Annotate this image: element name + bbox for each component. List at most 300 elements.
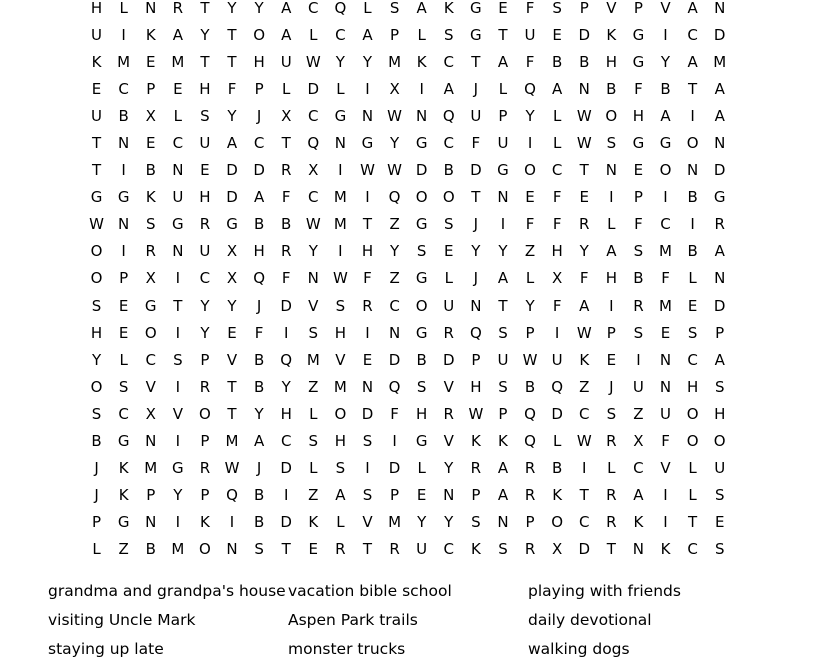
grid-cell[interactable]: L bbox=[688, 459, 697, 478]
grid-cell[interactable]: I bbox=[175, 323, 181, 342]
grid-cell[interactable]: U bbox=[660, 404, 671, 423]
grid-cell[interactable]: F bbox=[254, 323, 264, 342]
grid-cell[interactable]: T bbox=[471, 188, 481, 207]
grid-cell[interactable]: C bbox=[145, 350, 156, 369]
grid-cell[interactable]: R bbox=[199, 377, 211, 396]
grid-cell[interactable]: Y bbox=[389, 134, 400, 153]
grid-cell[interactable]: Y bbox=[227, 296, 237, 315]
grid-cell[interactable]: X bbox=[145, 106, 156, 125]
grid-cell[interactable]: B bbox=[145, 161, 156, 180]
grid-cell[interactable]: J bbox=[473, 215, 479, 234]
grid-cell[interactable]: Y bbox=[200, 323, 210, 342]
grid-cell[interactable]: T bbox=[227, 404, 237, 423]
grid-cell[interactable]: E bbox=[227, 323, 237, 342]
grid-cell[interactable]: P bbox=[390, 25, 400, 44]
grid-cell[interactable]: Q bbox=[524, 79, 536, 98]
grid-cell[interactable]: Q bbox=[551, 377, 564, 396]
grid-cell[interactable]: R bbox=[389, 540, 400, 559]
grid-cell[interactable]: M bbox=[171, 540, 185, 559]
grid-cell[interactable]: X bbox=[226, 242, 238, 261]
grid-cell[interactable]: F bbox=[661, 269, 670, 288]
grid-cell[interactable]: Y bbox=[200, 296, 210, 315]
grid-cell[interactable]: A bbox=[497, 269, 509, 288]
grid-cell[interactable]: N bbox=[714, 269, 726, 288]
grid-cell[interactable]: Y bbox=[254, 404, 264, 423]
grid-cell[interactable]: S bbox=[714, 377, 725, 396]
grid-cell[interactable]: O bbox=[659, 161, 672, 180]
grid-cell[interactable]: I bbox=[554, 323, 560, 342]
grid-cell[interactable]: Y bbox=[660, 52, 671, 71]
grid-cell[interactable]: H bbox=[632, 106, 645, 125]
grid-cell[interactable]: X bbox=[145, 404, 156, 423]
grid-cell[interactable]: F bbox=[471, 134, 481, 153]
grid-cell[interactable]: V bbox=[660, 0, 671, 17]
grid-cell[interactable]: Y bbox=[498, 242, 508, 261]
grid-cell[interactable]: R bbox=[199, 215, 211, 234]
grid-cell[interactable]: I bbox=[663, 188, 668, 207]
grid-cell[interactable]: D bbox=[470, 161, 482, 180]
grid-cell[interactable]: V bbox=[335, 350, 346, 369]
grid-cell[interactable]: K bbox=[200, 513, 210, 532]
grid-cell[interactable]: C bbox=[308, 0, 319, 17]
grid-cell[interactable]: S bbox=[633, 242, 644, 261]
grid-cell[interactable]: T bbox=[173, 296, 183, 315]
grid-cell[interactable]: L bbox=[417, 459, 426, 478]
grid-cell[interactable]: T bbox=[281, 134, 291, 153]
grid-cell[interactable]: Q bbox=[388, 188, 401, 207]
grid-cell[interactable]: H bbox=[686, 377, 699, 396]
grid-cell[interactable]: Y bbox=[227, 0, 237, 17]
grid-cell[interactable]: E bbox=[145, 52, 156, 71]
grid-cell[interactable]: O bbox=[144, 323, 157, 342]
grid-cell[interactable]: A bbox=[416, 0, 427, 17]
grid-cell[interactable]: L bbox=[688, 486, 697, 505]
grid-cell[interactable]: Z bbox=[389, 215, 400, 234]
grid-cell[interactable]: H bbox=[605, 52, 617, 71]
grid-cell[interactable]: S bbox=[416, 377, 427, 396]
grid-cell[interactable]: R bbox=[524, 486, 536, 505]
grid-cell[interactable]: A bbox=[714, 242, 725, 261]
grid-cell[interactable]: T bbox=[200, 0, 210, 17]
grid-cell[interactable]: D bbox=[388, 459, 401, 478]
grid-cell[interactable]: C bbox=[335, 25, 346, 44]
grid-cell[interactable]: V bbox=[362, 513, 373, 532]
grid-cell[interactable]: R bbox=[280, 161, 292, 180]
grid-cell[interactable]: N bbox=[632, 540, 645, 559]
grid-cell[interactable]: F bbox=[634, 79, 643, 98]
grid-cell[interactable]: F bbox=[525, 0, 535, 17]
grid-cell[interactable]: U bbox=[497, 134, 509, 153]
grid-cell[interactable]: S bbox=[633, 323, 644, 342]
grid-cell[interactable]: U bbox=[172, 188, 184, 207]
grid-cell[interactable]: Y bbox=[444, 459, 454, 478]
grid-cell[interactable]: K bbox=[91, 52, 102, 71]
grid-cell[interactable]: Y bbox=[362, 52, 373, 71]
grid-cell[interactable]: M bbox=[306, 350, 320, 369]
grid-cell[interactable]: S bbox=[714, 540, 725, 559]
grid-cell[interactable]: B bbox=[551, 459, 563, 478]
grid-cell[interactable]: V bbox=[443, 432, 454, 451]
grid-cell[interactable]: H bbox=[361, 242, 374, 261]
grid-cell[interactable]: O bbox=[605, 106, 618, 125]
grid-cell[interactable]: C bbox=[687, 350, 698, 369]
grid-cell[interactable]: D bbox=[578, 540, 591, 559]
grid-cell[interactable]: G bbox=[497, 161, 509, 180]
grid-cell[interactable]: U bbox=[443, 296, 455, 315]
grid-cell[interactable]: F bbox=[579, 269, 589, 288]
grid-cell[interactable]: M bbox=[713, 52, 727, 71]
grid-cell[interactable]: X bbox=[552, 269, 563, 288]
grid-cell[interactable]: T bbox=[579, 161, 589, 180]
grid-cell[interactable]: W bbox=[332, 269, 348, 288]
grid-cell[interactable]: M bbox=[333, 215, 347, 234]
grid-cell[interactable]: H bbox=[334, 432, 347, 451]
grid-cell[interactable]: Q bbox=[280, 350, 293, 369]
grid-cell[interactable]: Q bbox=[469, 323, 482, 342]
grid-cell[interactable]: U bbox=[714, 459, 726, 478]
grid-cell[interactable]: D bbox=[713, 296, 726, 315]
grid-cell[interactable]: F bbox=[525, 215, 535, 234]
grid-cell[interactable]: Q bbox=[388, 377, 401, 396]
grid-cell[interactable]: B bbox=[118, 106, 129, 125]
grid-cell[interactable]: Q bbox=[307, 134, 320, 153]
grid-cell[interactable]: H bbox=[714, 404, 726, 423]
grid-cell[interactable]: F bbox=[661, 432, 670, 451]
grid-cell[interactable]: H bbox=[90, 0, 103, 17]
grid-cell[interactable]: N bbox=[659, 377, 672, 396]
grid-cell[interactable]: V bbox=[660, 459, 671, 478]
grid-cell[interactable]: B bbox=[253, 215, 265, 234]
grid-cell[interactable]: U bbox=[497, 350, 509, 369]
grid-cell[interactable]: B bbox=[91, 432, 102, 451]
grid-cell[interactable]: F bbox=[363, 269, 372, 288]
grid-cell[interactable]: S bbox=[471, 513, 481, 532]
grid-cell[interactable]: C bbox=[118, 404, 129, 423]
grid-cell[interactable]: M bbox=[144, 459, 158, 478]
grid-cell[interactable]: G bbox=[117, 432, 130, 451]
grid-cell[interactable]: E bbox=[416, 486, 427, 505]
grid-cell[interactable]: H bbox=[90, 323, 103, 342]
grid-cell[interactable]: H bbox=[199, 188, 211, 207]
grid-cell[interactable]: W bbox=[576, 323, 592, 342]
grid-cell[interactable]: P bbox=[498, 404, 508, 423]
grid-cell[interactable]: D bbox=[551, 404, 563, 423]
grid-cell[interactable]: B bbox=[660, 79, 671, 98]
grid-cell[interactable]: S bbox=[362, 486, 373, 505]
grid-cell[interactable]: T bbox=[91, 161, 102, 180]
grid-cell[interactable]: P bbox=[525, 513, 535, 532]
grid-cell[interactable]: N bbox=[307, 269, 319, 288]
grid-cell[interactable]: P bbox=[200, 432, 210, 451]
grid-cell[interactable]: K bbox=[606, 25, 617, 44]
grid-cell[interactable]: O bbox=[524, 161, 536, 180]
grid-cell[interactable]: D bbox=[280, 459, 292, 478]
grid-cell[interactable]: O bbox=[415, 296, 428, 315]
grid-cell[interactable]: Q bbox=[253, 269, 266, 288]
grid-cell[interactable]: S bbox=[714, 486, 725, 505]
grid-cell[interactable]: N bbox=[714, 134, 726, 153]
grid-cell[interactable]: P bbox=[715, 323, 725, 342]
grid-cell[interactable]: D bbox=[442, 350, 455, 369]
grid-cell[interactable]: A bbox=[606, 242, 617, 261]
grid-cell[interactable]: L bbox=[309, 459, 318, 478]
grid-cell[interactable]: A bbox=[687, 52, 698, 71]
grid-cell[interactable]: N bbox=[605, 161, 617, 180]
grid-cell[interactable]: N bbox=[334, 134, 346, 153]
grid-cell[interactable]: O bbox=[90, 242, 103, 261]
grid-cell[interactable]: B bbox=[606, 79, 617, 98]
grid-cell[interactable]: A bbox=[226, 134, 238, 153]
grid-cell[interactable]: B bbox=[551, 52, 563, 71]
grid-cell[interactable]: X bbox=[389, 79, 400, 98]
grid-cell[interactable]: W bbox=[89, 215, 104, 234]
grid-cell[interactable]: D bbox=[226, 188, 238, 207]
grid-cell[interactable]: T bbox=[498, 25, 508, 44]
grid-cell[interactable]: C bbox=[633, 459, 644, 478]
grid-cell[interactable]: D bbox=[280, 296, 292, 315]
grid-cell[interactable]: N bbox=[118, 134, 130, 153]
grid-cell[interactable]: J bbox=[473, 269, 479, 288]
grid-cell[interactable]: T bbox=[498, 296, 508, 315]
grid-cell[interactable]: W bbox=[468, 404, 484, 423]
grid-cell[interactable]: H bbox=[253, 52, 265, 71]
grid-cell[interactable]: I bbox=[229, 513, 235, 532]
grid-cell[interactable]: W bbox=[387, 161, 402, 180]
grid-cell[interactable]: L bbox=[363, 0, 372, 17]
grid-cell[interactable]: R bbox=[172, 0, 184, 17]
grid-cell[interactable]: G bbox=[659, 134, 672, 153]
grid-cell[interactable]: A bbox=[497, 52, 509, 71]
grid-cell[interactable]: I bbox=[338, 242, 343, 261]
grid-cell[interactable]: G bbox=[361, 134, 374, 153]
grid-cell[interactable]: V bbox=[226, 350, 238, 369]
grid-cell[interactable]: T bbox=[227, 377, 237, 396]
grid-cell[interactable]: D bbox=[713, 25, 726, 44]
grid-cell[interactable]: I bbox=[392, 432, 397, 451]
grid-cell[interactable]: I bbox=[527, 134, 533, 153]
grid-cell[interactable]: N bbox=[497, 188, 509, 207]
grid-cell[interactable]: S bbox=[335, 296, 346, 315]
grid-cell[interactable]: O bbox=[415, 188, 428, 207]
grid-cell[interactable]: P bbox=[606, 323, 616, 342]
grid-cell[interactable]: Y bbox=[335, 52, 345, 71]
grid-cell[interactable]: X bbox=[552, 540, 563, 559]
grid-cell[interactable]: J bbox=[609, 377, 614, 396]
grid-cell[interactable]: L bbox=[688, 269, 697, 288]
grid-cell[interactable]: N bbox=[659, 350, 672, 369]
grid-cell[interactable]: Y bbox=[417, 513, 427, 532]
grid-cell[interactable]: M bbox=[388, 513, 402, 532]
grid-cell[interactable]: T bbox=[281, 540, 291, 559]
grid-cell[interactable]: L bbox=[92, 540, 101, 559]
grid-cell[interactable]: A bbox=[660, 106, 671, 125]
grid-cell[interactable]: S bbox=[118, 377, 129, 396]
grid-cell[interactable]: P bbox=[633, 0, 643, 17]
grid-cell[interactable]: B bbox=[253, 377, 265, 396]
grid-cell[interactable]: A bbox=[172, 25, 183, 44]
grid-cell[interactable]: E bbox=[714, 513, 725, 532]
grid-cell[interactable]: K bbox=[579, 350, 590, 369]
grid-cell[interactable]: A bbox=[714, 79, 725, 98]
grid-cell[interactable]: R bbox=[524, 459, 536, 478]
grid-cell[interactable]: N bbox=[145, 513, 157, 532]
grid-cell[interactable]: S bbox=[362, 432, 373, 451]
grid-cell[interactable]: C bbox=[308, 188, 319, 207]
grid-cell[interactable]: S bbox=[91, 296, 102, 315]
grid-cell[interactable]: I bbox=[365, 188, 370, 207]
grid-cell[interactable]: D bbox=[713, 161, 726, 180]
grid-cell[interactable]: Z bbox=[579, 377, 590, 396]
grid-cell[interactable]: S bbox=[444, 215, 454, 234]
grid-cell[interactable]: U bbox=[91, 25, 103, 44]
grid-cell[interactable]: G bbox=[415, 134, 428, 153]
grid-cell[interactable]: R bbox=[199, 459, 211, 478]
grid-cell[interactable]: R bbox=[280, 242, 292, 261]
grid-cell[interactable]: J bbox=[256, 459, 262, 478]
grid-cell[interactable]: U bbox=[280, 52, 292, 71]
grid-cell[interactable]: P bbox=[92, 513, 102, 532]
grid-cell[interactable]: Z bbox=[308, 486, 319, 505]
grid-cell[interactable]: G bbox=[415, 215, 428, 234]
grid-cell[interactable]: S bbox=[308, 323, 319, 342]
grid-cell[interactable]: N bbox=[497, 513, 509, 532]
grid-cell[interactable]: A bbox=[362, 25, 373, 44]
grid-cell[interactable]: S bbox=[389, 0, 400, 17]
grid-cell[interactable]: O bbox=[442, 188, 455, 207]
grid-cell[interactable]: I bbox=[609, 296, 614, 315]
grid-cell[interactable]: M bbox=[225, 432, 239, 451]
grid-cell[interactable]: E bbox=[145, 134, 156, 153]
grid-cell[interactable]: C bbox=[280, 432, 292, 451]
grid-cell[interactable]: M bbox=[659, 242, 672, 261]
grid-cell[interactable]: R bbox=[606, 513, 617, 532]
grid-cell[interactable]: L bbox=[525, 269, 535, 288]
grid-cell[interactable]: I bbox=[582, 459, 587, 478]
grid-cell[interactable]: L bbox=[552, 432, 562, 451]
grid-cell[interactable]: S bbox=[498, 377, 508, 396]
grid-cell[interactable]: C bbox=[199, 269, 211, 288]
grid-cell[interactable]: I bbox=[175, 269, 181, 288]
grid-cell[interactable]: Y bbox=[200, 25, 210, 44]
grid-cell[interactable]: M bbox=[333, 377, 347, 396]
grid-cell[interactable]: L bbox=[119, 0, 128, 17]
grid-cell[interactable]: J bbox=[256, 296, 262, 315]
grid-cell[interactable]: R bbox=[470, 459, 482, 478]
grid-cell[interactable]: W bbox=[522, 350, 538, 369]
grid-cell[interactable]: N bbox=[714, 0, 726, 17]
grid-cell[interactable]: M bbox=[659, 296, 672, 315]
grid-cell[interactable]: Q bbox=[524, 404, 536, 423]
grid-cell[interactable]: N bbox=[388, 323, 401, 342]
grid-cell[interactable]: Q bbox=[226, 486, 238, 505]
grid-cell[interactable]: T bbox=[606, 540, 616, 559]
grid-cell[interactable]: L bbox=[336, 79, 345, 98]
grid-cell[interactable]: V bbox=[443, 377, 454, 396]
grid-cell[interactable]: Y bbox=[91, 350, 102, 369]
grid-cell[interactable]: C bbox=[389, 296, 400, 315]
grid-cell[interactable]: N bbox=[578, 79, 590, 98]
grid-cell[interactable]: D bbox=[361, 404, 374, 423]
grid-cell[interactable]: E bbox=[606, 350, 617, 369]
grid-cell[interactable]: S bbox=[173, 350, 183, 369]
grid-cell[interactable]: O bbox=[686, 404, 699, 423]
grid-cell[interactable]: I bbox=[121, 25, 126, 44]
grid-cell[interactable]: B bbox=[145, 540, 156, 559]
grid-cell[interactable]: L bbox=[607, 215, 616, 234]
grid-cell[interactable]: Y bbox=[254, 0, 264, 17]
grid-cell[interactable]: E bbox=[91, 79, 102, 98]
grid-cell[interactable]: G bbox=[632, 52, 645, 71]
grid-cell[interactable]: L bbox=[552, 134, 562, 153]
grid-cell[interactable]: A bbox=[281, 25, 292, 44]
grid-cell[interactable]: B bbox=[416, 350, 427, 369]
grid-cell[interactable]: L bbox=[552, 106, 562, 125]
grid-cell[interactable]: E bbox=[498, 0, 508, 17]
grid-cell[interactable]: I bbox=[283, 323, 289, 342]
grid-cell[interactable]: C bbox=[551, 161, 563, 180]
grid-cell[interactable]: A bbox=[335, 486, 346, 505]
grid-cell[interactable]: I bbox=[663, 513, 668, 532]
grid-cell[interactable]: P bbox=[146, 486, 156, 505]
grid-cell[interactable]: F bbox=[281, 269, 291, 288]
grid-cell[interactable]: E bbox=[579, 188, 589, 207]
grid-cell[interactable]: I bbox=[636, 350, 641, 369]
grid-cell[interactable]: O bbox=[199, 404, 211, 423]
grid-cell[interactable]: K bbox=[145, 188, 156, 207]
grid-cell[interactable]: S bbox=[335, 459, 346, 478]
grid-cell[interactable]: E bbox=[444, 242, 454, 261]
grid-cell[interactable]: C bbox=[253, 134, 265, 153]
grid-cell[interactable]: M bbox=[388, 52, 402, 71]
grid-cell[interactable]: K bbox=[118, 486, 129, 505]
grid-cell[interactable]: I bbox=[419, 79, 424, 98]
grid-cell[interactable]: F bbox=[552, 296, 562, 315]
grid-cell[interactable]: E bbox=[687, 296, 698, 315]
grid-cell[interactable]: V bbox=[606, 0, 617, 17]
grid-cell[interactable]: P bbox=[525, 323, 535, 342]
grid-cell[interactable]: T bbox=[688, 79, 698, 98]
grid-cell[interactable]: Y bbox=[525, 106, 535, 125]
grid-cell[interactable]: L bbox=[309, 404, 318, 423]
grid-cell[interactable]: E bbox=[308, 540, 319, 559]
grid-cell[interactable]: P bbox=[200, 486, 210, 505]
grid-cell[interactable]: C bbox=[443, 52, 454, 71]
grid-cell[interactable]: A bbox=[579, 296, 590, 315]
grid-cell[interactable]: Y bbox=[308, 242, 318, 261]
grid-cell[interactable]: O bbox=[551, 513, 564, 532]
grid-cell[interactable]: W bbox=[387, 106, 402, 125]
grid-cell[interactable]: G bbox=[226, 215, 238, 234]
grid-cell[interactable]: L bbox=[282, 79, 291, 98]
grid-cell[interactable]: A bbox=[497, 486, 509, 505]
grid-cell[interactable]: Y bbox=[281, 377, 291, 396]
grid-cell[interactable]: E bbox=[633, 161, 644, 180]
grid-cell[interactable]: L bbox=[173, 106, 182, 125]
grid-cell[interactable]: N bbox=[145, 0, 157, 17]
grid-cell[interactable]: O bbox=[334, 404, 347, 423]
grid-cell[interactable]: A bbox=[633, 486, 644, 505]
grid-cell[interactable]: C bbox=[308, 106, 319, 125]
grid-cell[interactable]: E bbox=[552, 25, 562, 44]
grid-cell[interactable]: S bbox=[145, 215, 156, 234]
grid-cell[interactable]: G bbox=[172, 215, 184, 234]
grid-cell[interactable]: K bbox=[416, 52, 427, 71]
grid-cell[interactable]: P bbox=[119, 269, 129, 288]
grid-cell[interactable]: W bbox=[576, 106, 592, 125]
grid-cell[interactable]: I bbox=[690, 215, 695, 234]
grid-cell[interactable]: K bbox=[308, 513, 319, 532]
grid-cell[interactable]: B bbox=[687, 188, 698, 207]
